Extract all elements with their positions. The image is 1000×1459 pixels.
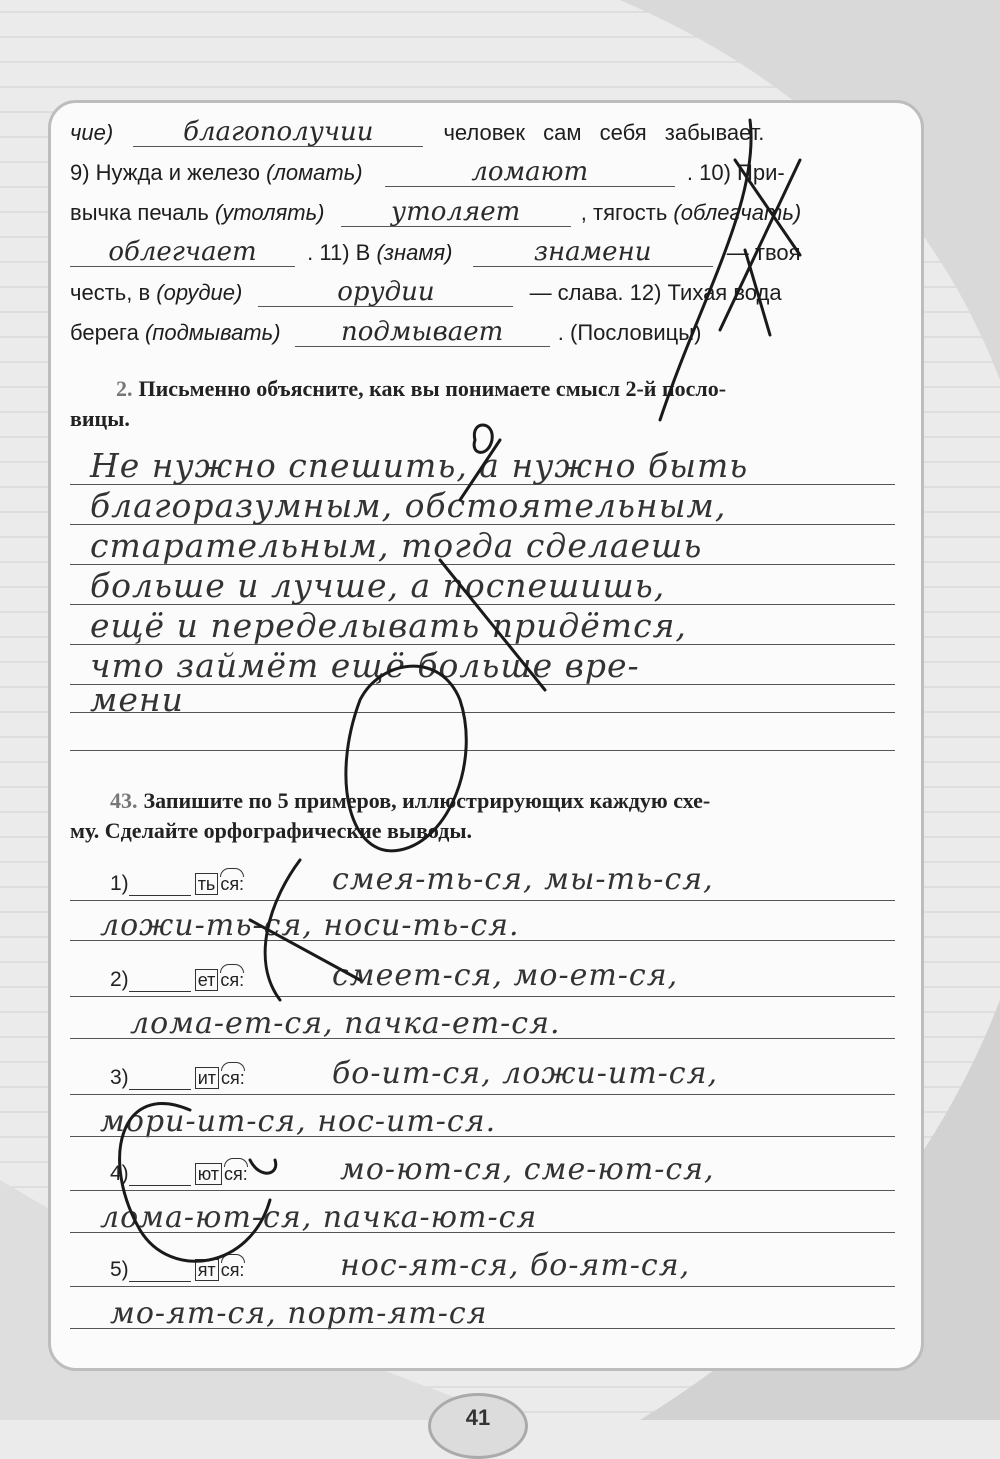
scheme-label: 5) bbox=[110, 1258, 129, 1281]
postfix-mark: ся: bbox=[220, 1260, 245, 1280]
ending-box: ят bbox=[195, 1259, 219, 1281]
task-2-prompt-cont bbox=[70, 406, 906, 432]
postfix-mark: ся: bbox=[220, 874, 245, 894]
task-number: 43. bbox=[110, 788, 138, 813]
answer-field[interactable]: благополучии bbox=[133, 118, 423, 147]
write-line bbox=[70, 1190, 895, 1191]
line-text: . 10) При- bbox=[686, 160, 785, 185]
line-text: человек сам себя забывает. bbox=[443, 120, 765, 145]
verb-hint: (облегчать) bbox=[673, 200, 802, 225]
handwritten-answer-line[interactable]: старательным, тогда сделаешь bbox=[90, 526, 703, 565]
write-line bbox=[70, 1328, 895, 1329]
scheme-5 bbox=[110, 1258, 244, 1282]
line-text: чие) bbox=[70, 120, 114, 145]
handwritten-answer-line[interactable]: ещё и переделывать придётся, bbox=[90, 606, 687, 645]
answer-field[interactable]: утоляет bbox=[341, 198, 571, 227]
handwritten-example[interactable]: мо-ют-ся, сме-ют-ся, bbox=[340, 1152, 715, 1187]
line-text: , тягость bbox=[580, 200, 668, 225]
answer-field[interactable]: облегчает bbox=[70, 238, 295, 267]
line-text: — твоя bbox=[726, 240, 801, 265]
scheme-label: 1) bbox=[110, 872, 129, 895]
task-43-prompt-cont bbox=[70, 818, 906, 844]
handwritten-answer-line[interactable]: Не нужно спешить, а нужно быть bbox=[90, 446, 749, 485]
write-line bbox=[70, 996, 895, 997]
write-line bbox=[70, 940, 895, 941]
task-43-prompt bbox=[70, 788, 906, 814]
stem-blank bbox=[129, 1069, 191, 1090]
task-number: 2. bbox=[116, 376, 133, 401]
answer-field[interactable]: знамени bbox=[473, 238, 713, 267]
line-text: . 11) В bbox=[307, 240, 371, 265]
handwritten-example[interactable]: смеет-ся, мо-ет-ся, bbox=[332, 958, 679, 993]
ending-box: ит bbox=[195, 1067, 219, 1089]
line-text: 9) Нужда и железо bbox=[70, 160, 260, 185]
handwritten-answer-line[interactable]: благоразумным, обстоятельным, bbox=[90, 486, 727, 525]
noun-hint: (орудие) bbox=[156, 280, 243, 305]
ending-box: ть bbox=[195, 873, 219, 895]
ending-box: ют bbox=[195, 1163, 222, 1185]
ending-box: ет bbox=[195, 969, 219, 991]
page-number: 41 bbox=[428, 1393, 528, 1459]
handwritten-example[interactable]: лома-ют-ся, пачка-ют-ся bbox=[100, 1200, 538, 1235]
line-text: берега bbox=[70, 320, 139, 345]
scheme-1 bbox=[110, 872, 244, 896]
scheme-2 bbox=[110, 968, 244, 992]
handwritten-answer-line[interactable]: что займёт ещё больше вре- bbox=[90, 646, 640, 685]
stem-blank bbox=[129, 1165, 191, 1186]
stem-blank bbox=[129, 1261, 191, 1282]
task-2-prompt bbox=[70, 376, 906, 402]
line-text: вычка печаль bbox=[70, 200, 209, 225]
handwritten-example[interactable]: мо-ят-ся, порт-ят-ся bbox=[110, 1296, 488, 1331]
write-line bbox=[70, 1136, 895, 1137]
line-text: — слава. 12) Тихая вода bbox=[529, 280, 782, 305]
handwritten-example[interactable]: ложи-ть-ся, носи-ть-ся. bbox=[100, 908, 520, 943]
proverb-line-5 bbox=[70, 278, 906, 307]
verb-hint: (подмывать) bbox=[144, 320, 281, 345]
scheme-3 bbox=[110, 1066, 245, 1090]
proverb-line-1 bbox=[70, 118, 906, 147]
noun-hint: (знамя) bbox=[376, 240, 453, 265]
handwritten-example[interactable]: смея-ть-ся, мы-ть-ся, bbox=[332, 862, 714, 897]
write-line bbox=[70, 1038, 895, 1039]
verb-hint: (ломать) bbox=[266, 160, 363, 185]
postfix-mark: ся: bbox=[220, 970, 245, 990]
write-line bbox=[70, 712, 895, 713]
answer-field[interactable]: подмывает bbox=[295, 318, 550, 347]
handwritten-example[interactable]: мори-ит-ся, нос-ит-ся. bbox=[100, 1104, 497, 1139]
scheme-4 bbox=[110, 1162, 248, 1186]
write-line bbox=[70, 1286, 895, 1287]
handwritten-example[interactable]: лома-ет-ся, пачка-ет-ся. bbox=[130, 1006, 561, 1041]
postfix-mark: ся: bbox=[221, 1068, 245, 1088]
write-line bbox=[70, 1232, 895, 1233]
write-line bbox=[70, 900, 895, 901]
stem-blank bbox=[129, 971, 191, 992]
task-text: Запишите по 5 примеров, иллюстрирующих каждую схе- bbox=[143, 788, 711, 813]
stem-blank bbox=[129, 875, 191, 896]
write-line bbox=[70, 1094, 895, 1095]
proverb-line-4 bbox=[70, 238, 906, 267]
proverb-line-3 bbox=[70, 198, 906, 227]
answer-field[interactable]: орудии bbox=[258, 278, 513, 307]
answer-field[interactable]: ломают bbox=[385, 158, 675, 187]
write-line bbox=[70, 750, 895, 751]
proverb-line-2 bbox=[70, 158, 906, 187]
proverb-line-6 bbox=[70, 318, 906, 347]
handwritten-answer-line[interactable]: мени bbox=[90, 680, 184, 719]
line-text: . (Пословицы) bbox=[557, 320, 702, 345]
line-text: честь, в bbox=[70, 280, 151, 305]
task-text: му. Сделайте орфографические выводы. bbox=[70, 818, 473, 843]
task-text: вицы. bbox=[70, 406, 130, 431]
handwritten-example[interactable]: нос-ят-ся, бо-ят-ся, bbox=[340, 1248, 691, 1283]
scheme-label: 2) bbox=[110, 968, 129, 991]
task-text: Письменно объясните, как вы понимаете смысл 2-й посло- bbox=[138, 376, 727, 401]
handwritten-answer-line[interactable]: больше и лучше, а поспешишь, bbox=[90, 566, 666, 605]
scheme-label: 3) bbox=[110, 1066, 129, 1089]
scheme-label: 4) bbox=[110, 1162, 129, 1185]
verb-hint: (утолять) bbox=[214, 200, 325, 225]
postfix-mark: ся: bbox=[224, 1164, 248, 1184]
handwritten-example[interactable]: бо-ит-ся, ложи-ит-ся, bbox=[332, 1056, 718, 1091]
